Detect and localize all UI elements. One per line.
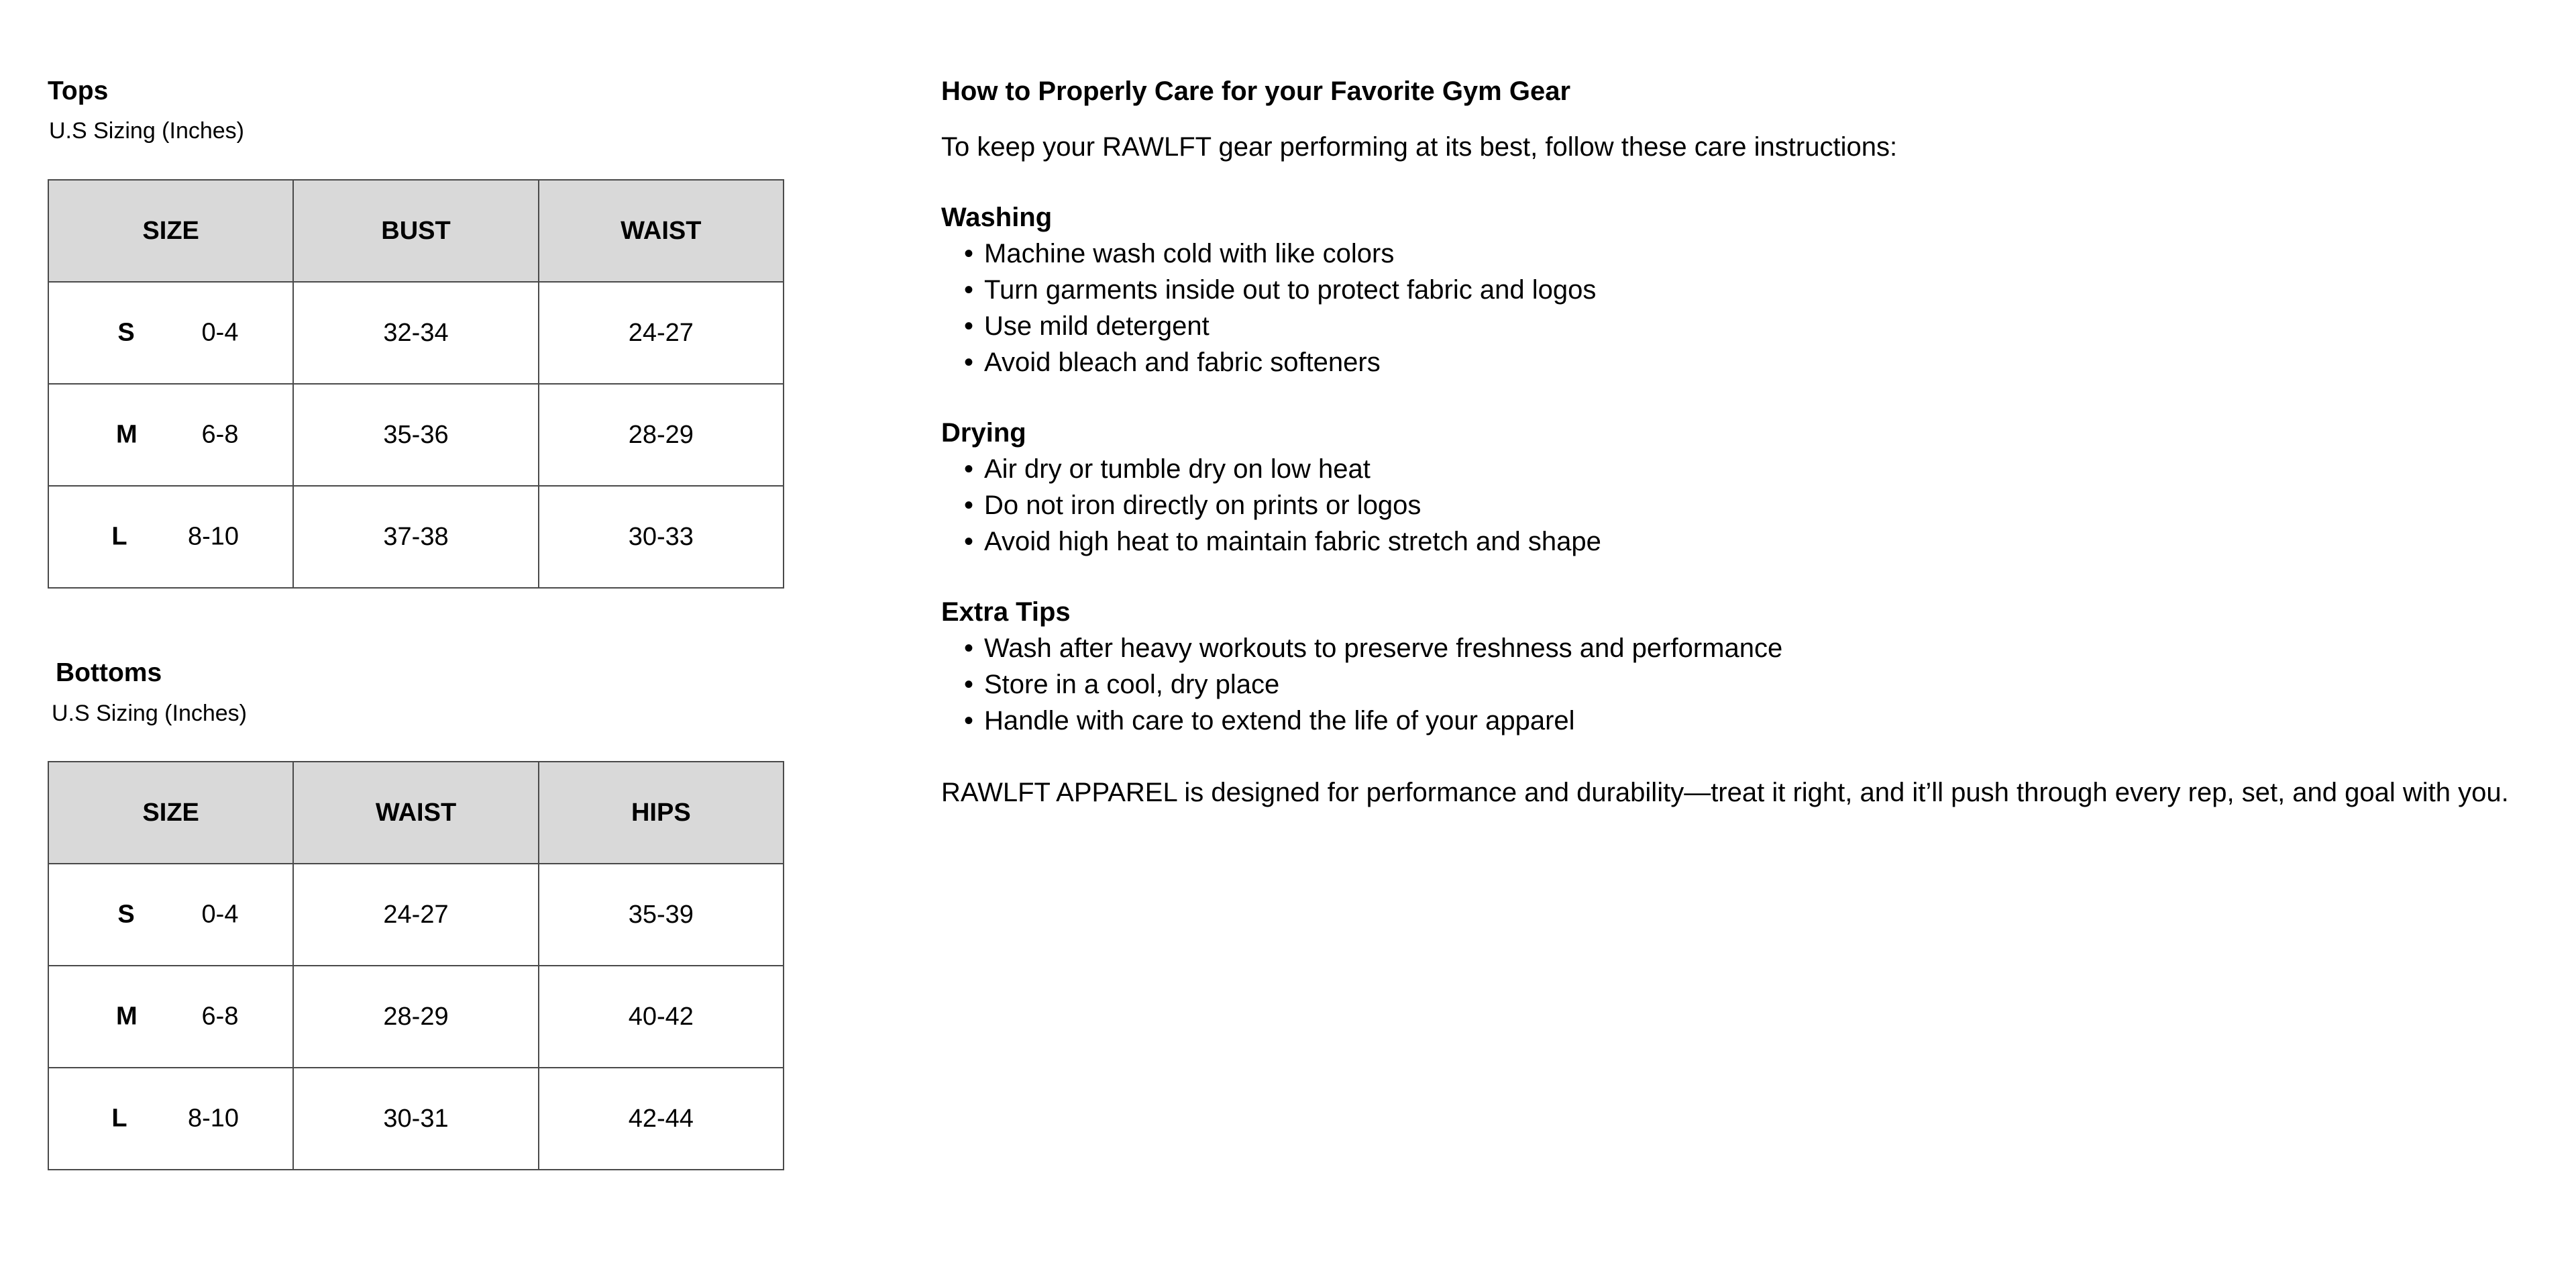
hips-cell: 42-44 bbox=[539, 1068, 784, 1170]
bullet-icon: • bbox=[964, 454, 974, 484]
bust-cell: 37-38 bbox=[293, 486, 538, 588]
waist-cell: 30-33 bbox=[539, 486, 784, 588]
size-range: 8-10 bbox=[187, 522, 239, 551]
section-heading-drying: Drying bbox=[941, 418, 1026, 448]
list-item-text: Store in a cool, dry place bbox=[984, 670, 1280, 699]
hips-cell: 40-42 bbox=[539, 966, 784, 1068]
list-item-text: Machine wash cold with like colors bbox=[984, 239, 1395, 268]
tops-title: Tops bbox=[48, 77, 109, 105]
list-item-text: Air dry or tumble dry on low heat bbox=[984, 454, 1371, 484]
size-cell bbox=[48, 486, 293, 588]
bottoms-subtitle: U.S Sizing (Inches) bbox=[52, 701, 247, 726]
table-header-row bbox=[48, 762, 784, 864]
size-letter: M bbox=[116, 1002, 138, 1031]
size-range: 6-8 bbox=[201, 420, 239, 449]
column-header-hips: HIPS bbox=[539, 762, 784, 864]
table-row bbox=[48, 486, 784, 588]
list-item-text: Wash after heavy workouts to preserve freshness and performance bbox=[984, 633, 1783, 663]
waist-cell: 28-29 bbox=[539, 384, 784, 486]
tops-size-table bbox=[48, 179, 784, 589]
column-header-size: SIZE bbox=[48, 762, 293, 864]
size-cell bbox=[48, 1068, 293, 1170]
size-range: 8-10 bbox=[187, 1104, 239, 1133]
table-row bbox=[48, 282, 784, 384]
waist-cell: 24-27 bbox=[293, 864, 538, 966]
list-item-text: Use mild detergent bbox=[984, 311, 1210, 341]
column-header-waist: WAIST bbox=[539, 180, 784, 282]
size-range: 0-4 bbox=[201, 318, 239, 347]
care-intro: To keep your RAWLFT gear performing at its best, follow these care instructions: bbox=[941, 132, 1898, 162]
size-range: 0-4 bbox=[201, 900, 239, 929]
bullet-icon: • bbox=[964, 491, 974, 520]
waist-cell: 28-29 bbox=[293, 966, 538, 1068]
table-row bbox=[48, 864, 784, 966]
size-cell bbox=[48, 864, 293, 966]
tops-subtitle: U.S Sizing (Inches) bbox=[49, 118, 244, 144]
bust-cell: 35-36 bbox=[293, 384, 538, 486]
care-closing: RAWLFT APPAREL is designed for performance and durability—treat it right, and it’ll push through every rep, set, and goal with you. bbox=[941, 778, 2509, 807]
list-item-text: Handle with care to extend the life of your apparel bbox=[984, 706, 1575, 735]
column-header-size: SIZE bbox=[48, 180, 293, 282]
waist-cell: 30-31 bbox=[293, 1068, 538, 1170]
size-letter: L bbox=[111, 1104, 127, 1133]
size-letter: S bbox=[117, 900, 135, 929]
bullet-icon: • bbox=[964, 311, 974, 341]
size-cell bbox=[48, 384, 293, 486]
section-heading-washing: Washing bbox=[941, 203, 1053, 232]
hips-cell: 35-39 bbox=[539, 864, 784, 966]
bust-cell: 32-34 bbox=[293, 282, 538, 384]
size-cell bbox=[48, 282, 293, 384]
care-title: How to Properly Care for your Favorite Gym Gear bbox=[941, 77, 1571, 106]
table-header-row bbox=[48, 180, 784, 282]
size-letter: M bbox=[116, 420, 138, 449]
bottoms-size-table bbox=[48, 761, 784, 1170]
column-header-waist: WAIST bbox=[293, 762, 538, 864]
bullet-icon: • bbox=[964, 706, 974, 735]
bullet-icon: • bbox=[964, 275, 974, 305]
table-row bbox=[48, 966, 784, 1068]
list-item-text: Avoid bleach and fabric softeners bbox=[984, 348, 1381, 377]
waist-cell: 24-27 bbox=[539, 282, 784, 384]
size-range: 6-8 bbox=[201, 1002, 239, 1031]
section-heading-extra-tips: Extra Tips bbox=[941, 597, 1071, 627]
table-row bbox=[48, 384, 784, 486]
size-cell bbox=[48, 966, 293, 1068]
column-header-bust: BUST bbox=[293, 180, 538, 282]
bottoms-title: Bottoms bbox=[56, 658, 162, 687]
list-item-text: Turn garments inside out to protect fabric and logos bbox=[984, 275, 1597, 305]
size-letter: S bbox=[117, 318, 135, 347]
bullet-icon: • bbox=[964, 527, 974, 556]
bullet-icon: • bbox=[964, 670, 974, 699]
size-letter: L bbox=[111, 522, 127, 551]
list-item-text: Avoid high heat to maintain fabric stretch and shape bbox=[984, 527, 1601, 556]
list-item-text: Do not iron directly on prints or logos bbox=[984, 491, 1421, 520]
bullet-icon: • bbox=[964, 633, 974, 663]
bullet-icon: • bbox=[964, 348, 974, 377]
table-row bbox=[48, 1068, 784, 1170]
bullet-icon: • bbox=[964, 239, 974, 268]
